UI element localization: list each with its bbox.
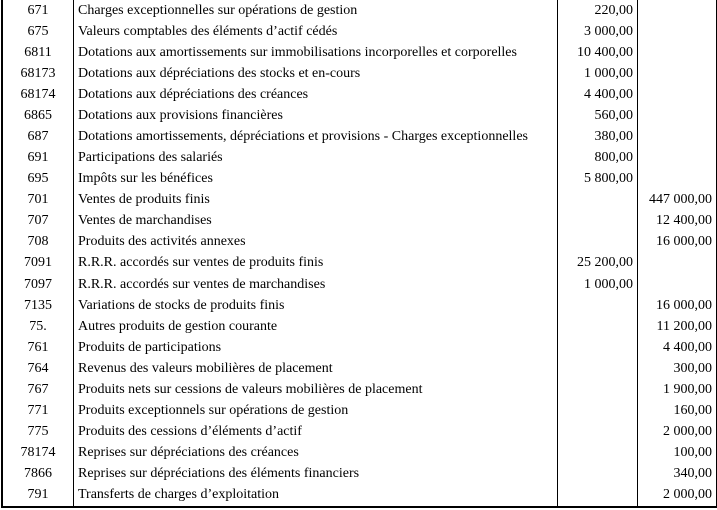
account-label: Reprises sur dépréciations des créances — [74, 443, 558, 464]
account-label: Dotations aux dépréciations des stocks et en-cours — [74, 63, 558, 84]
debit-amount: 220,00 — [558, 0, 638, 21]
debit-amount: 1 000,00 — [558, 63, 638, 84]
account-code: 695 — [2, 169, 74, 190]
credit-amount: 160,00 — [638, 400, 717, 421]
account-label: Ventes de marchandises — [74, 211, 558, 232]
table-row — [2, 358, 717, 379]
account-code: 761 — [2, 337, 74, 358]
debit-amount — [558, 358, 638, 379]
table-row — [2, 274, 717, 295]
account-code: 691 — [2, 148, 74, 169]
account-code: 707 — [2, 211, 74, 232]
account-label: Dotations aux dépréciations des créances — [74, 84, 558, 105]
table-row — [2, 84, 717, 105]
account-label: Autres produits de gestion courante — [74, 316, 558, 337]
credit-amount: 340,00 — [638, 464, 717, 485]
debit-amount — [558, 485, 638, 507]
credit-amount: 100,00 — [638, 443, 717, 464]
table-row — [2, 148, 717, 169]
credit-amount: 16 000,00 — [638, 295, 717, 316]
account-label: Produits des cessions d’éléments d’actif — [74, 422, 558, 443]
credit-amount — [638, 148, 717, 169]
credit-amount — [638, 84, 717, 105]
account-code: 775 — [2, 422, 74, 443]
table-row — [2, 253, 717, 274]
debit-amount: 800,00 — [558, 148, 638, 169]
account-code: 68173 — [2, 63, 74, 84]
account-code: 708 — [2, 232, 74, 253]
account-label: Transferts de charges d’exploitation — [74, 485, 558, 507]
account-label: Reprises sur dépréciations des éléments financiers — [74, 464, 558, 485]
credit-amount: 4 400,00 — [638, 337, 717, 358]
credit-amount — [638, 274, 717, 295]
account-label: R.R.R. accordés sur ventes de produits finis — [74, 253, 558, 274]
account-code: 7097 — [2, 274, 74, 295]
account-code: 6865 — [2, 105, 74, 126]
account-label: Variations de stocks de produits finis — [74, 295, 558, 316]
debit-amount — [558, 232, 638, 253]
account-code: 767 — [2, 379, 74, 400]
table-row — [2, 464, 717, 485]
debit-amount: 25 200,00 — [558, 253, 638, 274]
credit-amount: 2 000,00 — [638, 422, 717, 443]
credit-amount — [638, 0, 717, 21]
credit-amount: 16 000,00 — [638, 232, 717, 253]
account-label: Impôts sur les bénéfices — [74, 169, 558, 190]
debit-amount — [558, 422, 638, 443]
debit-amount — [558, 211, 638, 232]
account-code: 78174 — [2, 443, 74, 464]
table-row — [2, 0, 717, 21]
account-label: Ventes de produits finis — [74, 190, 558, 211]
credit-amount: 2 000,00 — [638, 485, 717, 507]
table-row — [2, 337, 717, 358]
account-code: 764 — [2, 358, 74, 379]
account-code: 7135 — [2, 295, 74, 316]
debit-amount: 3 000,00 — [558, 21, 638, 42]
account-code: 6811 — [2, 42, 74, 63]
table-row — [2, 316, 717, 337]
debit-amount: 1 000,00 — [558, 274, 638, 295]
credit-amount — [638, 126, 717, 147]
debit-amount — [558, 316, 638, 337]
debit-amount — [558, 464, 638, 485]
account-label: Produits des activités annexes — [74, 232, 558, 253]
account-code: 7091 — [2, 253, 74, 274]
credit-amount: 12 400,00 — [638, 211, 717, 232]
account-label: Valeurs comptables des éléments d’actif cédés — [74, 21, 558, 42]
account-code: 791 — [2, 485, 74, 507]
account-label: R.R.R. accordés sur ventes de marchandises — [74, 274, 558, 295]
credit-amount — [638, 253, 717, 274]
table-row — [2, 211, 717, 232]
account-balance-table — [1, 0, 717, 508]
table-row — [2, 105, 717, 126]
account-code: 687 — [2, 126, 74, 147]
table-body — [2, 0, 717, 507]
account-label: Produits exceptionnels sur opérations de gestion — [74, 400, 558, 421]
debit-amount: 560,00 — [558, 105, 638, 126]
credit-amount: 1 900,00 — [638, 379, 717, 400]
debit-amount — [558, 337, 638, 358]
account-code: 68174 — [2, 84, 74, 105]
table-row — [2, 42, 717, 63]
debit-amount — [558, 400, 638, 421]
table-row — [2, 400, 717, 421]
debit-amount: 10 400,00 — [558, 42, 638, 63]
account-code: 771 — [2, 400, 74, 421]
account-label: Produits de participations — [74, 337, 558, 358]
account-code: 671 — [2, 0, 74, 21]
table-row — [2, 126, 717, 147]
credit-amount — [638, 63, 717, 84]
account-label: Dotations aux amortissements sur immobilisations incorporelles et corporelles — [74, 42, 558, 63]
table-row — [2, 485, 717, 507]
credit-amount: 447 000,00 — [638, 190, 717, 211]
account-label: Produits nets sur cessions de valeurs mobilières de placement — [74, 379, 558, 400]
table-row — [2, 295, 717, 316]
table-row — [2, 190, 717, 211]
table-row — [2, 422, 717, 443]
credit-amount — [638, 21, 717, 42]
debit-amount — [558, 379, 638, 400]
account-label: Charges exceptionnelles sur opérations de gestion — [74, 0, 558, 21]
debit-amount — [558, 295, 638, 316]
account-label: Revenus des valeurs mobilières de placement — [74, 358, 558, 379]
account-code: 675 — [2, 21, 74, 42]
account-label: Dotations amortissements, dépréciations et provisions - Charges exceptionnelles — [74, 126, 558, 147]
debit-amount: 380,00 — [558, 126, 638, 147]
account-code: 7866 — [2, 464, 74, 485]
credit-amount: 11 200,00 — [638, 316, 717, 337]
table-row — [2, 21, 717, 42]
debit-amount — [558, 190, 638, 211]
table-row — [2, 443, 717, 464]
table-row — [2, 63, 717, 84]
table-row — [2, 232, 717, 253]
credit-amount: 300,00 — [638, 358, 717, 379]
table-row — [2, 169, 717, 190]
account-label: Participations des salariés — [74, 148, 558, 169]
debit-amount: 5 800,00 — [558, 169, 638, 190]
table-row — [2, 379, 717, 400]
account-code: 701 — [2, 190, 74, 211]
debit-amount — [558, 443, 638, 464]
credit-amount — [638, 105, 717, 126]
debit-amount: 4 400,00 — [558, 84, 638, 105]
credit-amount — [638, 169, 717, 190]
account-label: Dotations aux provisions financières — [74, 105, 558, 126]
account-code: 75. — [2, 316, 74, 337]
credit-amount — [638, 42, 717, 63]
